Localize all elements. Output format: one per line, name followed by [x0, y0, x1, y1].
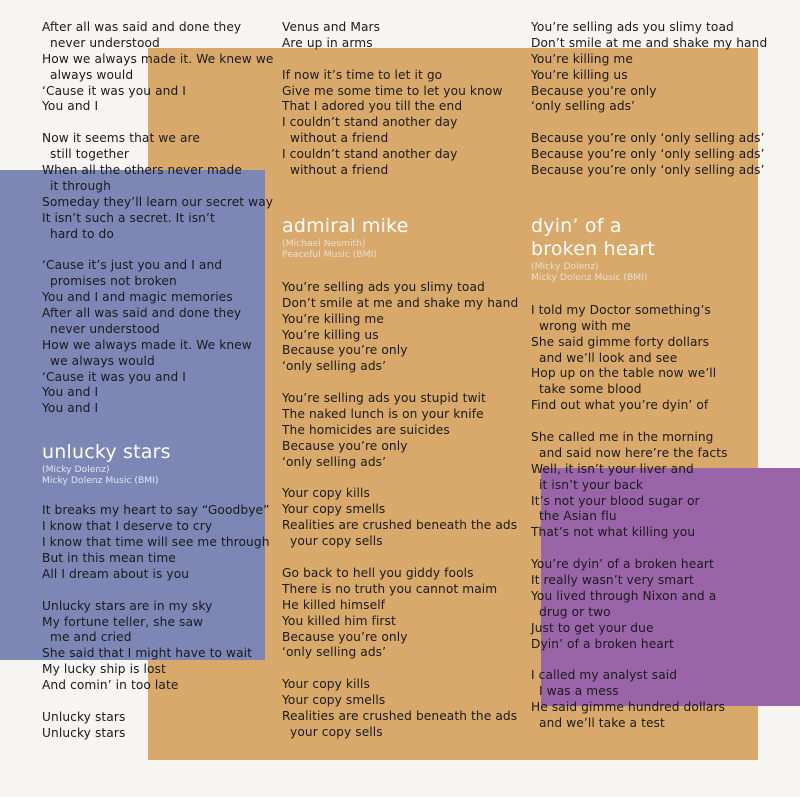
lyric-line: ‘only selling ads’ [282, 359, 387, 374]
lyric-line: All I dream about is you [42, 566, 190, 581]
lyric-line: You and I [42, 401, 99, 416]
stanza-break [531, 414, 793, 430]
lyric-line: ‘only selling ads’ [531, 99, 636, 114]
lyric-line: the Asian flu [539, 509, 617, 524]
lyric-line: Don’t smile at me and shake my hand [282, 295, 519, 310]
lyric-line: You’re killing me [282, 311, 385, 326]
lyric-line: I told my Doctor something’s [531, 302, 711, 317]
songwriter-credit: (Michael Nesmith) [282, 237, 366, 249]
lyric-line: and said now here’re the facts [539, 445, 728, 460]
lyrics-column-middle [282, 20, 522, 741]
lyric-line: Your copy smells [282, 502, 386, 517]
lyric-line: Because you’re only ‘only selling ads’ [531, 131, 765, 146]
lyric-line: You and I [42, 385, 99, 400]
lyric-line: When all the others never made [42, 163, 242, 178]
lyric-line: My fortune teller, she saw [42, 614, 204, 629]
lyrics-dyin-of-a-broken-heart [531, 303, 793, 732]
stanza-break [42, 242, 274, 258]
song-title-dyin-of-a-broken-heart-line2: broken heart [531, 237, 656, 260]
lyric-line: You’re killing us [282, 327, 379, 342]
lyric-line: I couldn’t stand another day [282, 115, 458, 130]
lyric-line: and we’ll take a test [539, 716, 665, 731]
lyric-line: ‘Cause it was you and I [42, 369, 186, 384]
publisher-credit: Micky Dolenz Music (BMI) [42, 475, 159, 487]
lyric-line: I called my analyst said [531, 668, 678, 683]
lyrics-previous-song-ending [42, 20, 274, 417]
lyric-line: You lived through Nixon and a [531, 588, 717, 603]
lyric-line: That I adored you till the end [282, 99, 463, 114]
lyric-line: Realities are crushed beneath the ads [282, 518, 518, 533]
lyric-line: I know that I deserve to cry [42, 519, 213, 534]
lyric-line: still together [50, 147, 130, 162]
lyric-line: After all was said and done they [42, 20, 242, 34]
lyric-line: Unlucky stars [42, 709, 126, 724]
lyric-line: hard to do [50, 226, 114, 241]
lyric-line: It breaks my heart to say “Goodbye” [42, 503, 270, 518]
lyric-line: You and I [42, 99, 99, 114]
lyric-line: It isn’t such a secret. It isn’t [42, 210, 215, 225]
lyrics-column-right [531, 20, 793, 732]
stanza-break [531, 653, 793, 669]
songwriter-credit: (Micky Dolenz) [42, 464, 110, 476]
lyric-line: Because you’re only [282, 343, 408, 358]
lyric-line: I know that time will see me through [42, 535, 270, 550]
stanza-break [282, 471, 522, 487]
lyric-line: You’re selling ads you stupid twit [282, 391, 486, 406]
lyric-line: wrong with me [539, 318, 631, 333]
stanza-break [282, 661, 522, 677]
song-title-unlucky-stars: unlucky stars [42, 441, 171, 464]
songwriter-credit: (Micky Dolenz) [531, 260, 599, 272]
lyric-line: It really wasn’t very smart [531, 573, 694, 588]
lyric-line: Because you’re only [531, 83, 657, 98]
lyric-line: your copy sells [290, 534, 383, 549]
lyric-line: If now it’s time to let it go [282, 67, 443, 82]
lyric-line: Because you’re only [282, 629, 408, 644]
lyric-line: She said that I might have to wait [42, 646, 252, 661]
lyric-line: Because you’re only [282, 438, 408, 453]
lyric-line: take some blood [539, 382, 642, 397]
lyric-line: I was a mess [539, 684, 619, 699]
lyric-line: and we’ll look and see [539, 350, 678, 365]
lyrics-column-left [42, 20, 274, 742]
lyric-line: Because you’re only ‘only selling ads’ [531, 163, 765, 178]
lyric-line: without a friend [290, 163, 389, 178]
lyric-line: Unlucky stars [42, 725, 126, 740]
lyric-line: me and cried [50, 630, 132, 645]
lyric-line: She called me in the morning [531, 430, 714, 445]
lyric-line: And comin’ in too late [42, 678, 179, 693]
song-title-admiral-mike: admiral mike [282, 214, 409, 237]
lyrics-unlucky-stars [42, 503, 274, 741]
lyric-line: It’s not your blood sugar or [531, 493, 700, 508]
stanza-break [42, 694, 274, 710]
lyric-line: Hop up on the table now we’ll [531, 366, 717, 381]
lyric-line: Now it seems that we are [42, 131, 200, 146]
lyric-line: Someday they’ll learn our secret way [42, 194, 274, 209]
lyric-line: drug or two [539, 604, 611, 619]
publisher-credit: Peaceful Music (BMI) [282, 248, 377, 260]
lyric-line: After all was said and done they [42, 306, 242, 321]
lyric-line: Because you’re only ‘only selling ads’ [531, 147, 765, 162]
lyrics-previous-song-ending [282, 20, 522, 179]
lyric-line: promises not broken [50, 274, 177, 289]
lyric-line: You killed him first [282, 613, 396, 628]
lyrics-admiral-mike [282, 280, 522, 741]
lyric-line: without a friend [290, 131, 389, 146]
lyric-line: Don’t smile at me and shake my hand [531, 35, 768, 50]
lyric-line: Are up in arms [282, 35, 373, 50]
lyric-line: She said gimme forty dollars [531, 334, 710, 349]
lyric-line: Give me some time to let you know [282, 83, 503, 98]
stanza-break [531, 541, 793, 557]
stanza-break [282, 52, 522, 68]
lyric-line: There is no truth you cannot maim [282, 581, 498, 596]
publisher-credit: Micky Dolenz Music (BMI) [531, 271, 648, 283]
lyric-line: He killed himself [282, 597, 386, 612]
lyric-line: never understood [50, 35, 160, 50]
stanza-break [42, 583, 274, 599]
lyric-line: You and I and magic memories [42, 290, 233, 305]
lyric-line: Venus and Mars [282, 20, 381, 34]
lyric-line: we always would [50, 353, 155, 368]
lyric-line: it through [50, 178, 111, 193]
lyric-line: How we always made it. We knew we [42, 51, 274, 66]
stanza-break [282, 550, 522, 566]
lyric-line: ‘Cause it was you and I [42, 83, 186, 98]
lyric-line: Your copy kills [282, 486, 370, 501]
lyric-line: Unlucky stars are in my sky [42, 598, 213, 613]
lyric-line: ‘only selling ads’ [282, 454, 387, 469]
song-title-dyin-of-a-broken-heart-line1: dyin’ of a [531, 214, 622, 237]
lyrics-admiral-mike-ending [531, 20, 793, 179]
stanza-break [42, 115, 274, 131]
lyric-line: You’re dyin’ of a broken heart [531, 557, 714, 572]
lyric-line: Realities are crushed beneath the ads [282, 708, 518, 723]
lyric-line: You’re killing me [531, 51, 634, 66]
lyric-line: Go back to hell you giddy fools [282, 565, 474, 580]
lyric-line: You’re selling ads you slimy toad [282, 279, 485, 294]
lyric-line: Your copy kills [282, 677, 370, 692]
lyric-line: The homicides are suicides [282, 422, 450, 437]
lyric-line: Dyin’ of a broken heart [531, 636, 674, 651]
lyric-line: Just to get your due [531, 620, 654, 635]
lyric-line: You’re selling ads you slimy toad [531, 20, 734, 34]
lyric-line: You’re killing us [531, 67, 628, 82]
lyric-line: Well, it isn’t your liver and [531, 461, 694, 476]
lyric-line: Find out what you’re dyin’ of [531, 398, 709, 413]
stanza-break [531, 115, 793, 131]
lyric-line: ‘Cause it’s just you and I and [42, 258, 223, 273]
lyric-line: always would [50, 67, 134, 82]
lyric-line: But in this mean time [42, 550, 176, 565]
lyric-line: it isn’t your back [539, 477, 644, 492]
lyric-line: That’s not what killing you [531, 525, 696, 540]
lyric-line: your copy sells [290, 724, 383, 739]
lyric-line: My lucky ship is lost [42, 662, 166, 677]
lyric-line: The naked lunch is on your knife [282, 407, 484, 422]
lyric-line: I couldn’t stand another day [282, 147, 458, 162]
lyric-line: ‘only selling ads’ [282, 645, 387, 660]
stanza-break [282, 375, 522, 391]
lyric-line: How we always made it. We knew [42, 337, 252, 352]
lyric-line: never understood [50, 321, 160, 336]
lyric-line: He said gimme hundred dollars [531, 700, 726, 715]
lyric-line: Your copy smells [282, 693, 386, 708]
